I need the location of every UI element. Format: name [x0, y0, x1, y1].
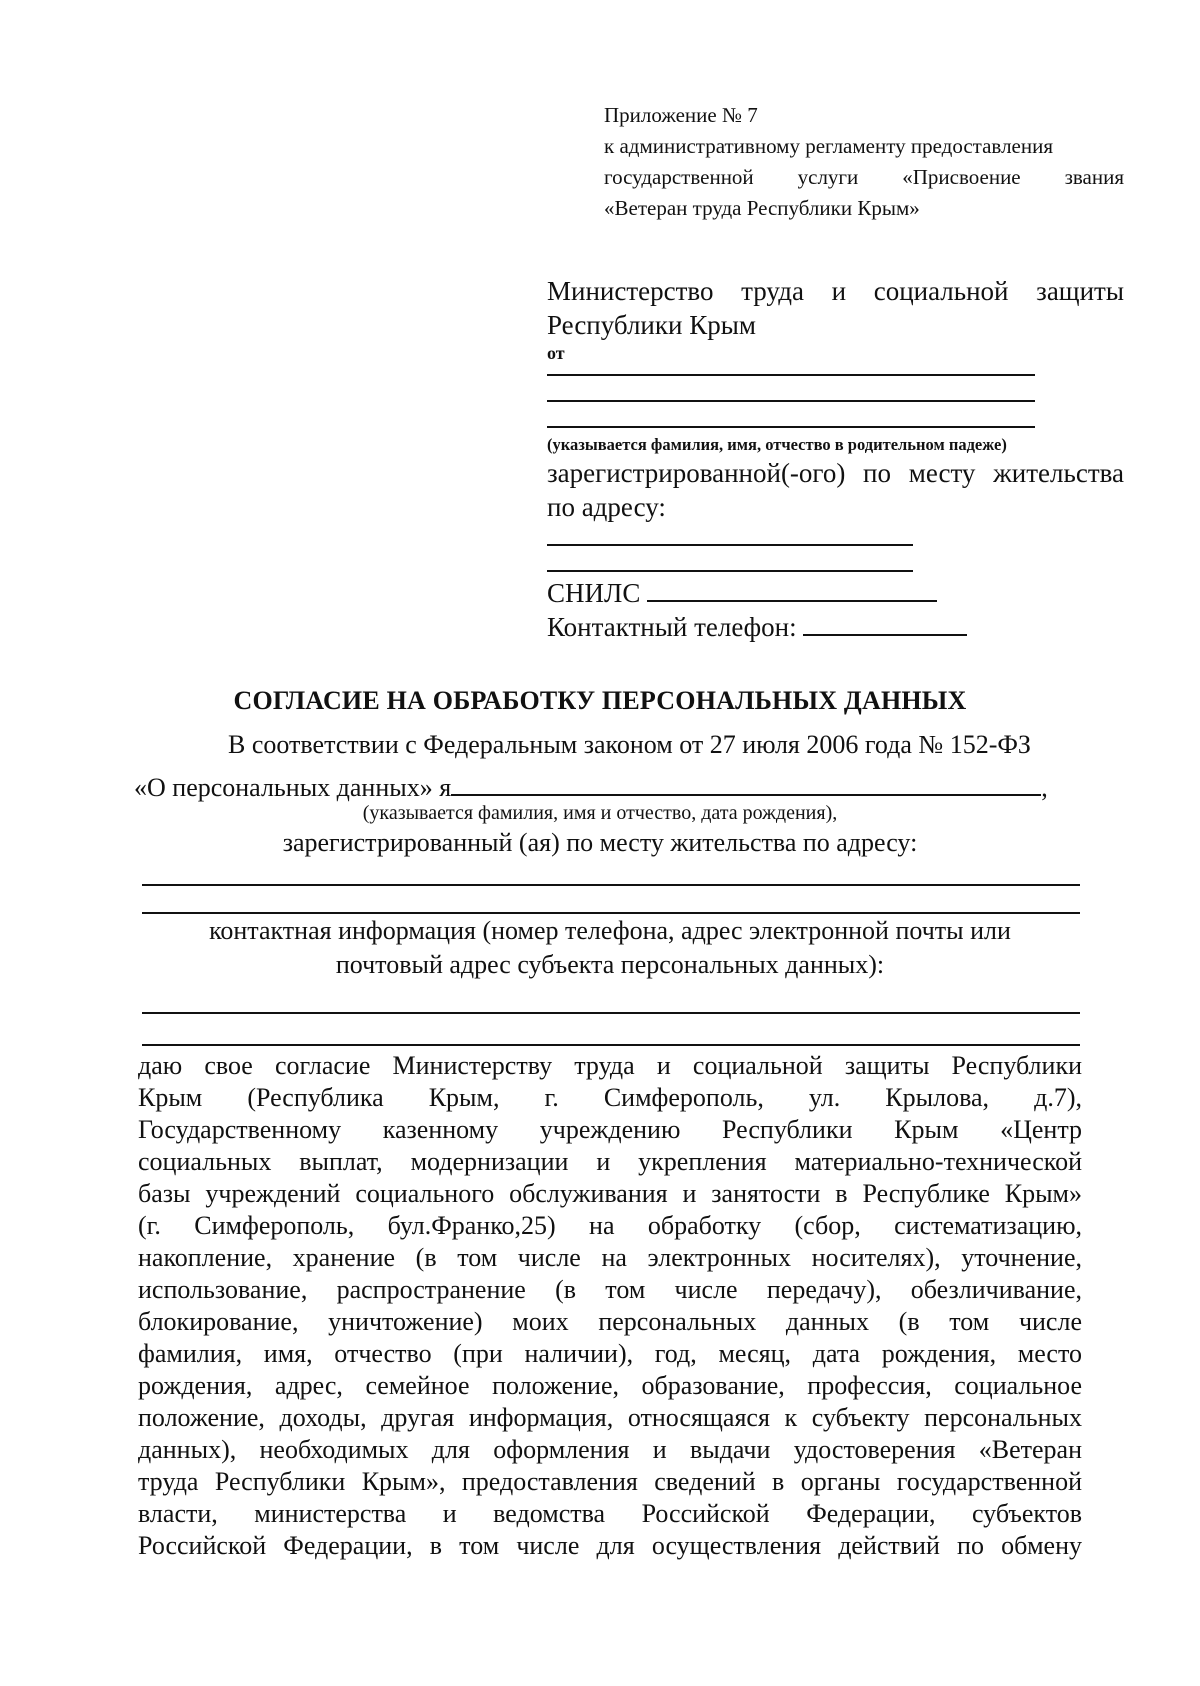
phone-blank-line[interactable]	[803, 610, 967, 636]
subject-suffix: ,	[1041, 773, 1048, 802]
contact-info-line: контактная информация (номер телефона, адрес электронной почты или	[209, 916, 1011, 945]
consent-line: фамилия, имя, отчество (при наличии), год, месяц, дата рождения, место	[138, 1339, 1082, 1368]
appendix-block	[604, 100, 1124, 224]
contact-blank-line[interactable]	[142, 1012, 1080, 1014]
consent-line: (г. Симферополь, бул.Франко,25) на обработку (сбор, систематизацию,	[138, 1211, 1082, 1240]
appendix-line: «Ветеран труда Республики Крым»	[604, 196, 920, 220]
consent-line: накопление, хранение (в том числе на электронных носителях), уточнение,	[138, 1243, 1082, 1272]
contact-blank-line[interactable]	[142, 1044, 1080, 1046]
snils-field	[547, 576, 1124, 610]
fio-blank-line[interactable]	[547, 426, 1035, 428]
consent-line: рождения, адрес, семейное положение, образование, профессия, социальное	[138, 1371, 1082, 1400]
addressee-ministry: Министерство труда и социальной защиты	[547, 276, 1124, 306]
consent-line: власти, министерства и ведомства Российской Федерации, субъектов	[138, 1499, 1082, 1528]
document-title: СОГЛАСИЕ НА ОБРАБОТКУ ПЕРСОНАЛЬНЫХ ДАННЫХ	[233, 686, 967, 715]
fio-blank-line[interactable]	[547, 400, 1035, 402]
addressee-block	[547, 274, 1124, 644]
phone-label: Контактный телефон:	[547, 612, 797, 642]
consent-line: даю свое согласие Министерству труда и социальной защиты Республики	[138, 1051, 1082, 1080]
snils-blank-line[interactable]	[647, 576, 937, 602]
consent-line: Российской Федерации, в том числе для осуществления действий по обмену	[138, 1531, 1082, 1560]
subject-blank-line[interactable]	[451, 770, 1041, 796]
consent-line: социальных выплат, модернизации и укрепления материально-технической	[138, 1147, 1082, 1176]
from-label: от	[547, 343, 565, 363]
consent-line: Государственному казенному учреждению Республики Крым «Центр	[138, 1115, 1082, 1144]
address-blank-line[interactable]	[142, 884, 1080, 886]
appendix-line: государственной услуги «Присвоение звания	[604, 165, 1124, 189]
appendix-number: Приложение № 7	[604, 103, 758, 127]
consent-paragraph	[138, 1050, 1082, 1562]
contact-info-label	[140, 914, 1080, 982]
addressee-ministry-cont: Республики Крым	[547, 310, 756, 340]
consent-line: базы учреждений социального обслуживания и занятости в Республике Крым»	[138, 1179, 1082, 1208]
fio-blank-line[interactable]	[547, 374, 1035, 376]
consent-line: Крым (Республика Крым, г. Симферополь, ул. Крылова, д.7),	[138, 1083, 1082, 1112]
fio-hint: (указывается фамилия, имя, отчество в родительном падеже)	[547, 435, 1007, 454]
contact-info-line: почтовый адрес субъекта персональных данных):	[335, 950, 885, 979]
registered-address-label: зарегистрированный (ая) по месту жительства по адресу:	[282, 828, 918, 857]
snils-label: СНИЛС	[547, 578, 641, 608]
address-blank-line[interactable]	[547, 570, 913, 572]
consent-line: блокирование, уничтожение) моих персональных данных (в том числе	[138, 1307, 1082, 1336]
consent-line: использование, распространение (в том числе передачу), обезличивание,	[138, 1275, 1082, 1304]
consent-line: труда Республики Крым», предоставления сведений в органы государственной	[138, 1467, 1082, 1496]
subject-hint: (указывается фамилия, имя и отчество, дата рождения),	[362, 802, 838, 824]
appendix-line: к административному регламенту предоставления	[604, 134, 1054, 158]
consent-line: данных), необходимых для оформления и выдачи удостоверения «Ветеран	[138, 1435, 1082, 1464]
address-blank-line[interactable]	[547, 544, 913, 546]
law-reference: В соответствии с Федеральным законом от 27 июля 2006 года № 152-ФЗ	[228, 730, 1031, 759]
subject-prefix: «О персональных данных» я	[134, 773, 452, 802]
phone-field	[547, 610, 1124, 644]
consent-line: положение, доходы, другая информация, относящаяся к субъекту персональных	[138, 1403, 1082, 1432]
registered-label: зарегистрированной(-ого) по месту жительства	[547, 458, 1124, 488]
address-label: по адресу:	[547, 492, 666, 522]
subject-line	[134, 770, 1048, 803]
